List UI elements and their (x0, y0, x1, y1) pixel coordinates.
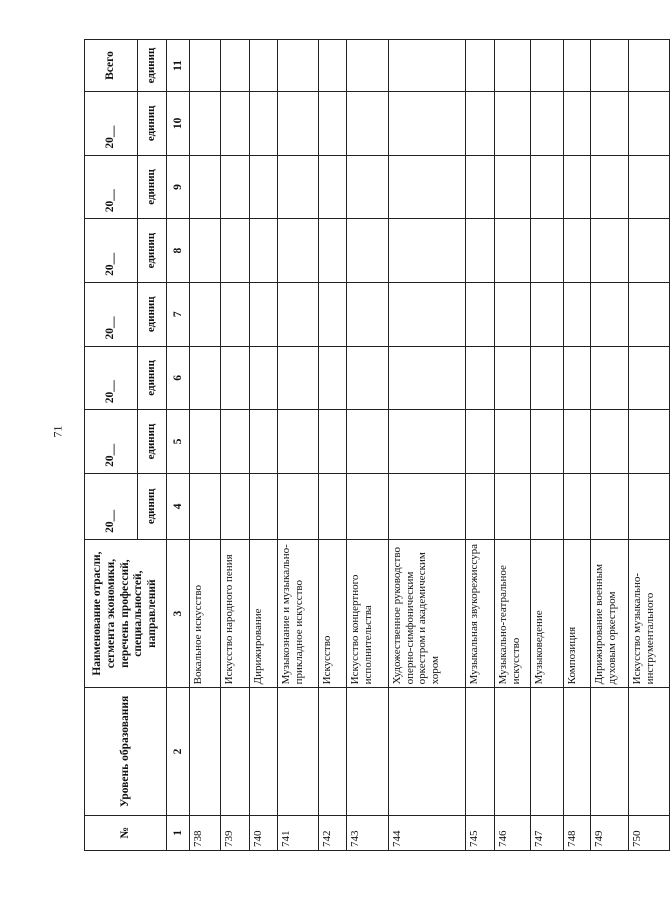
value-cell (466, 410, 495, 474)
value-cell (278, 155, 319, 219)
value-cell (250, 155, 278, 219)
value-cell (495, 346, 531, 410)
value-cell (278, 346, 319, 410)
header-year: 20__ (85, 473, 138, 539)
value-cell (495, 91, 531, 155)
value-cell (629, 219, 670, 283)
level-cell (319, 688, 347, 815)
value-cell (250, 473, 278, 539)
column-number: 9 (167, 155, 190, 219)
value-cell (319, 282, 347, 346)
name-cell: Музыковедение (531, 539, 564, 688)
level-cell (190, 688, 221, 815)
row-number: 742 (319, 815, 347, 850)
value-cell (278, 282, 319, 346)
level-cell (278, 688, 319, 815)
value-cell (250, 282, 278, 346)
value-cell (389, 346, 466, 410)
value-cell (278, 40, 319, 92)
value-cell (319, 91, 347, 155)
level-cell (221, 688, 250, 815)
table-row (190, 40, 221, 851)
header-unit: единиц (138, 219, 167, 283)
value-cell (278, 91, 319, 155)
column-number: 3 (167, 539, 190, 688)
level-cell (564, 688, 591, 815)
value-cell (250, 219, 278, 283)
education-table (84, 39, 670, 851)
table-row (319, 40, 347, 851)
name-cell: Музыкальная звукорежиссура (466, 539, 495, 688)
value-cell (629, 40, 670, 92)
value-cell (319, 219, 347, 283)
level-cell (591, 688, 629, 815)
value-cell (591, 346, 629, 410)
name-cell: Дирижирование военным духовым оркестром (591, 539, 629, 688)
column-number: 2 (167, 688, 190, 815)
header-year: 20__ (85, 155, 138, 219)
name-cell: Композиция (564, 539, 591, 688)
name-cell: Музыкально-театральное искусство (495, 539, 531, 688)
value-cell (495, 282, 531, 346)
rotated-table-wrapper (84, 39, 656, 851)
value-cell (629, 282, 670, 346)
value-cell (531, 410, 564, 474)
table-row (531, 40, 564, 851)
name-cell: Искусство музыкально-инструментального (629, 539, 670, 688)
name-cell: Искусство (319, 539, 347, 688)
name-cell: Художественное руководство оперно-симфоническим оркестром и академическим хором (389, 539, 466, 688)
value-cell (531, 219, 564, 283)
value-cell (319, 410, 347, 474)
value-cell (389, 473, 466, 539)
value-cell (466, 40, 495, 92)
header-year: 20__ (85, 219, 138, 283)
value-cell (531, 155, 564, 219)
value-cell (591, 219, 629, 283)
header-unit: единиц (138, 91, 167, 155)
value-cell (319, 155, 347, 219)
value-cell (190, 410, 221, 474)
header-unit: единиц (138, 410, 167, 474)
column-number: 11 (167, 40, 190, 92)
value-cell (190, 219, 221, 283)
header-unit: единиц (138, 40, 167, 92)
value-cell (221, 155, 250, 219)
value-cell (221, 473, 250, 539)
value-cell (629, 155, 670, 219)
value-cell (347, 473, 389, 539)
value-cell (531, 282, 564, 346)
value-cell (190, 40, 221, 92)
page-number: 71 (50, 425, 65, 438)
header-year: 20__ (85, 346, 138, 410)
row-number: 740 (250, 815, 278, 850)
header-unit: единиц (138, 282, 167, 346)
value-cell (221, 410, 250, 474)
value-cell (629, 410, 670, 474)
value-cell (591, 155, 629, 219)
value-cell (221, 40, 250, 92)
table-row (629, 40, 670, 851)
row-number: 744 (389, 815, 466, 850)
level-cell (250, 688, 278, 815)
table-row (389, 40, 466, 851)
level-cell (389, 688, 466, 815)
value-cell (564, 91, 591, 155)
table-row (564, 40, 591, 851)
value-cell (564, 473, 591, 539)
value-cell (221, 219, 250, 283)
row-number: 743 (347, 815, 389, 850)
value-cell (347, 410, 389, 474)
value-cell (591, 282, 629, 346)
value-cell (250, 40, 278, 92)
value-cell (531, 40, 564, 92)
column-number: 10 (167, 91, 190, 155)
name-cell: Музыкознание и музыкально-прикладное искусство (278, 539, 319, 688)
row-number: 749 (591, 815, 629, 850)
value-cell (347, 219, 389, 283)
value-cell (495, 219, 531, 283)
header-year: 20__ (85, 91, 138, 155)
value-cell (190, 473, 221, 539)
column-number: 8 (167, 219, 190, 283)
row-number: 745 (466, 815, 495, 850)
value-cell (495, 410, 531, 474)
value-cell (466, 473, 495, 539)
value-cell (531, 473, 564, 539)
row-number: 747 (531, 815, 564, 850)
value-cell (629, 346, 670, 410)
header-name: Наименование отрасли, сегмента экономики, перечень профессий, специальностей, направлений (85, 539, 167, 688)
value-cell (466, 91, 495, 155)
value-cell (591, 91, 629, 155)
value-cell (221, 346, 250, 410)
value-cell (531, 346, 564, 410)
table-body (190, 40, 670, 851)
level-cell (629, 688, 670, 815)
table-row (347, 40, 389, 851)
column-number: 5 (167, 410, 190, 474)
value-cell (389, 410, 466, 474)
value-cell (495, 155, 531, 219)
header-year: 20__ (85, 410, 138, 474)
value-cell (347, 40, 389, 92)
value-cell (531, 91, 564, 155)
value-cell (564, 40, 591, 92)
column-number: 7 (167, 282, 190, 346)
value-cell (347, 91, 389, 155)
value-cell (319, 40, 347, 92)
value-cell (564, 282, 591, 346)
value-cell (495, 473, 531, 539)
row-number: 741 (278, 815, 319, 850)
row-number: 750 (629, 815, 670, 850)
name-cell: Искусство концертного исполнительства (347, 539, 389, 688)
value-cell (278, 219, 319, 283)
value-cell (190, 155, 221, 219)
value-cell (250, 410, 278, 474)
value-cell (389, 219, 466, 283)
value-cell (564, 219, 591, 283)
value-cell (347, 155, 389, 219)
value-cell (221, 91, 250, 155)
value-cell (389, 282, 466, 346)
value-cell (466, 219, 495, 283)
row-number: 739 (221, 815, 250, 850)
level-cell (495, 688, 531, 815)
value-cell (389, 91, 466, 155)
value-cell (319, 473, 347, 539)
value-cell (466, 346, 495, 410)
value-cell (629, 91, 670, 155)
row-number: 746 (495, 815, 531, 850)
level-cell (466, 688, 495, 815)
header-level: Уровень образования (85, 688, 167, 815)
header-year: 20__ (85, 282, 138, 346)
name-cell: Вокальное искусство (190, 539, 221, 688)
value-cell (564, 346, 591, 410)
value-cell (389, 40, 466, 92)
value-cell (629, 473, 670, 539)
header-total: Всего (85, 40, 138, 92)
value-cell (250, 346, 278, 410)
level-cell (347, 688, 389, 815)
table-row (250, 40, 278, 851)
row-number: 738 (190, 815, 221, 850)
value-cell (466, 282, 495, 346)
value-cell (389, 155, 466, 219)
value-cell (591, 473, 629, 539)
value-cell (221, 282, 250, 346)
value-cell (495, 40, 531, 92)
value-cell (278, 410, 319, 474)
value-cell (190, 91, 221, 155)
header-unit: единиц (138, 473, 167, 539)
value-cell (347, 346, 389, 410)
table-row (495, 40, 531, 851)
value-cell (190, 346, 221, 410)
header-unit: единиц (138, 346, 167, 410)
value-cell (564, 155, 591, 219)
name-cell: Искусство народного пения (221, 539, 250, 688)
table-row (591, 40, 629, 851)
table-row (466, 40, 495, 851)
level-cell (531, 688, 564, 815)
value-cell (591, 40, 629, 92)
value-cell (347, 282, 389, 346)
table-row (278, 40, 319, 851)
column-number: 6 (167, 346, 190, 410)
header-num: № (85, 815, 167, 850)
column-number: 1 (167, 815, 190, 850)
table-row (221, 40, 250, 851)
column-number: 4 (167, 473, 190, 539)
header-unit: единиц (138, 155, 167, 219)
value-cell (564, 410, 591, 474)
value-cell (591, 410, 629, 474)
value-cell (466, 155, 495, 219)
value-cell (250, 91, 278, 155)
value-cell (190, 282, 221, 346)
value-cell (319, 346, 347, 410)
row-number: 748 (564, 815, 591, 850)
value-cell (278, 473, 319, 539)
name-cell: Дирижирование (250, 539, 278, 688)
